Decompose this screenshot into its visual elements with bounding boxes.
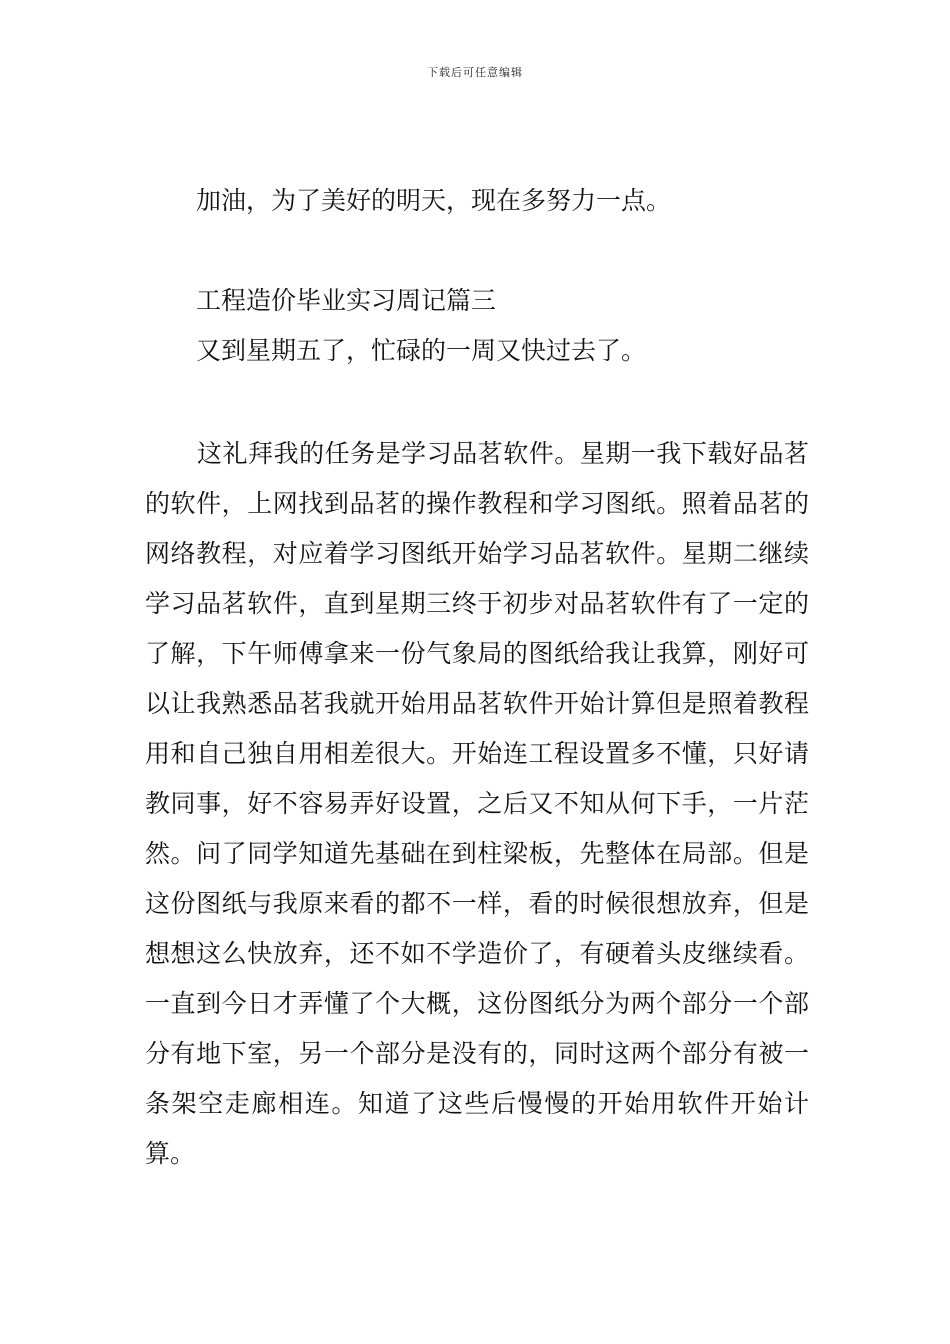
intro-line: 又到星期五了，忙碌的一周又快过去了。 [196, 336, 647, 365]
closing-line: 加油，为了美好的明天，现在多努力一点。 [196, 186, 672, 215]
page-header-note: 下载后可任意编辑 [427, 66, 523, 79]
body-paragraph: 这礼拜我的任务是学习品茗软件。星期一我下载好品茗的软件，上网找到品茗的操作教程和学习图纸。照着品茗的网络教程，对应着学习图纸开始学习品茗软件。星期二继续学习品茗软件，直到星期三终于初步对品茗软件有了一定的了解，下午师傅拿来一份气象局的图纸给我让我算，刚好可以让我熟悉品茗我就开始用品茗软件开始计算但是照着教程用和自己独自用相差很大。开始连工程设置多不懂，只好请教同事，好不容易弄好设置，之后又不知从何下手，一片茫然。问了同学知道先基础在到柱梁板，先整体在局部。但是这份图纸与我原来看的都不一样，看的时候很想放弃，但是想想这么快放弃，还不如不学造价了，有硬着头皮继续看。一直到今日才弄懂了个大概，这份图纸分为两个部分一个部分有地下室，另一个部分是没有的，同时这两个部分有被一条架空走廊相连。知道了这些后慢慢的开始用软件开始计算。 [145, 439, 809, 1168]
section-title: 工程造价毕业实习周记篇三 [196, 286, 497, 315]
